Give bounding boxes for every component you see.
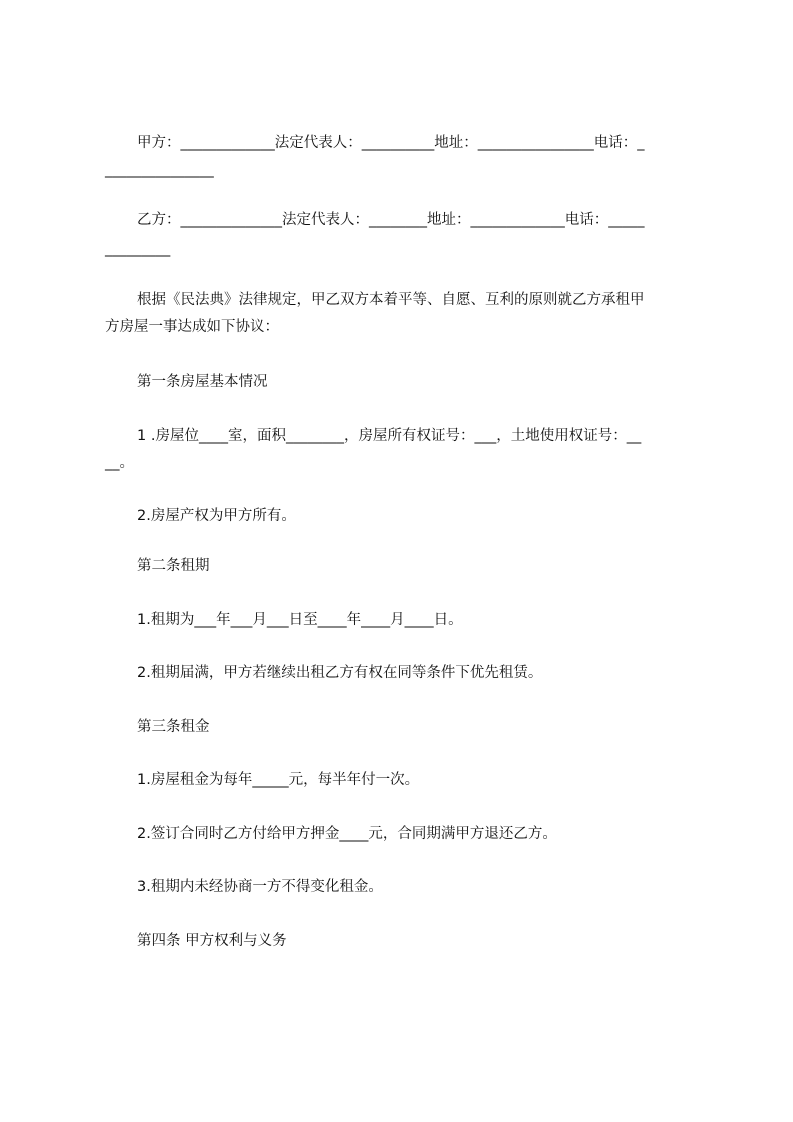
party-a-line-cont: _______________ [105,162,214,178]
article-2-item-1: 1.租期为___年___月___日至____年____月____日。 [137,612,463,628]
article-3-item-1: 1.房屋租金为每年_____元，每半年付一次。 [137,772,420,788]
article-4-title: 第四条 甲方权利与义务 [137,933,287,949]
party-a-line: 甲方：_____________法定代表人：__________地址：________________电话：_ [137,135,645,151]
article-1-title: 第一条房屋基本情况 [137,374,268,390]
party-b-line-cont: _________ [105,241,171,257]
article-3-title: 第三条租金 [137,719,210,735]
intro-paragraph-cont: 方房屋一事达成如下协议： [105,319,279,335]
article-1-item-1: 1 .房屋位____室，面积________，房屋所有权证号：___，土地使用权证号：__ [137,428,642,444]
article-3-item-2: 2.签订合同时乙方付给甲方押金____元，合同期满甲方退还乙方。 [137,826,557,842]
intro-paragraph: 根据《民法典》法律规定，甲乙双方本着平等、自愿、互利的原则就乙方承租甲 [137,292,645,308]
article-2-title: 第二条租期 [137,558,210,574]
article-2-item-2: 2.租期届满，甲方若继续出租乙方有权在同等条件下优先租赁。 [137,665,543,681]
article-1-item-2: 2.房屋产权为甲方所有。 [137,508,296,524]
article-3-item-3: 3.租期内未经协商一方不得变化租金。 [137,879,383,895]
article-1-item-1-cont: __。 [105,455,134,471]
party-b-line: 乙方：______________法定代表人：________地址：_____________电话：_____ [137,212,645,228]
